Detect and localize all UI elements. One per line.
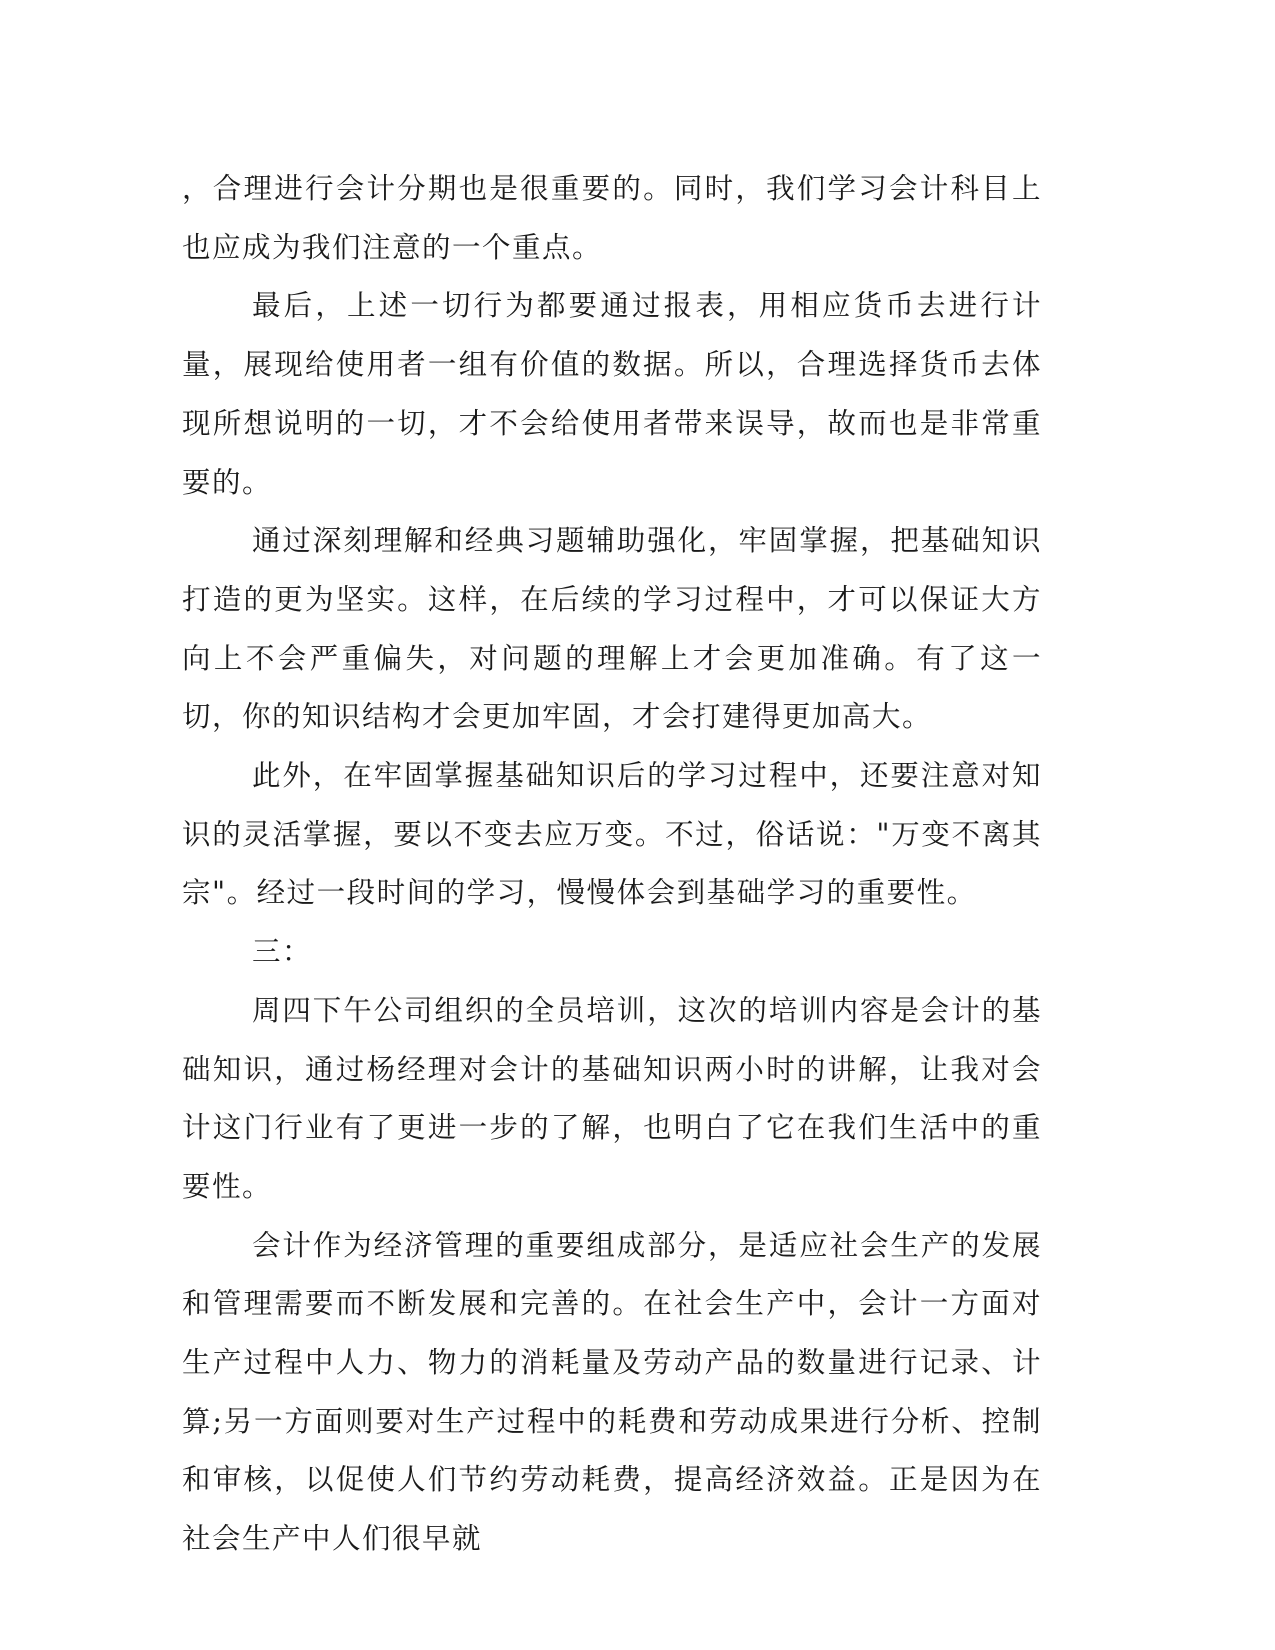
paragraph-accounting-role: 会计作为经济管理的重要组成部分，是适应社会生产的发展和管理需要而不断发展和完善的。在社会生产中，会计一方面对生产过程中人力、物力的消耗量及劳动产品的数量进行记录、计算;另一方面则要对生产过程中的耗费和劳动成果进行分析、控制和审核，以促使人们节约劳动耗费，提高经济效益。正是因为在社会生产中人们很早就 — [182, 1228, 1042, 1556]
paragraph-currency: 最后，上述一切行为都要通过报表，用相应货币去进行计量，展现给使用者一组有价值的数据。所以，合理选择货币去体现所想说明的一切，才不会给使用者带来误导，故而也是非常重要的。 — [182, 289, 1042, 499]
paragraph-foundation: 通过深刻理解和经典习题辅助强化，牢固掌握，把基础知识打造的更为坚实。这样，在后续的学习过程中，才可以保证大方向上不会严重偏失，对问题的理解上才会更加准确。有了这一切，你的知识结构才会更加牢固，才会打建得更加高大。 — [182, 524, 1042, 734]
section-heading-three: 三： — [252, 935, 313, 969]
paragraph-flexibility: 此外，在牢固掌握基础知识后的学习过程中，还要注意对知识的灵活掌握，要以不变去应万变。不过，俗话说："万变不离其宗"。经过一段时间的学习，慢慢体会到基础学习的重要性。 — [182, 759, 1042, 910]
paragraph-continuation: ，合理进行会计分期也是很重要的。同时，我们学习会计科目上也应成为我们注意的一个重点。 — [182, 172, 1042, 264]
paragraph-training: 周四下午公司组织的全员培训，这次的培训内容是会计的基础知识，通过杨经理对会计的基础知识两小时的讲解，让我对会计这门行业有了更进一步的了解，也明白了它在我们生活中的重要性。 — [182, 993, 1042, 1203]
body-text — [182, 160, 1042, 1569]
